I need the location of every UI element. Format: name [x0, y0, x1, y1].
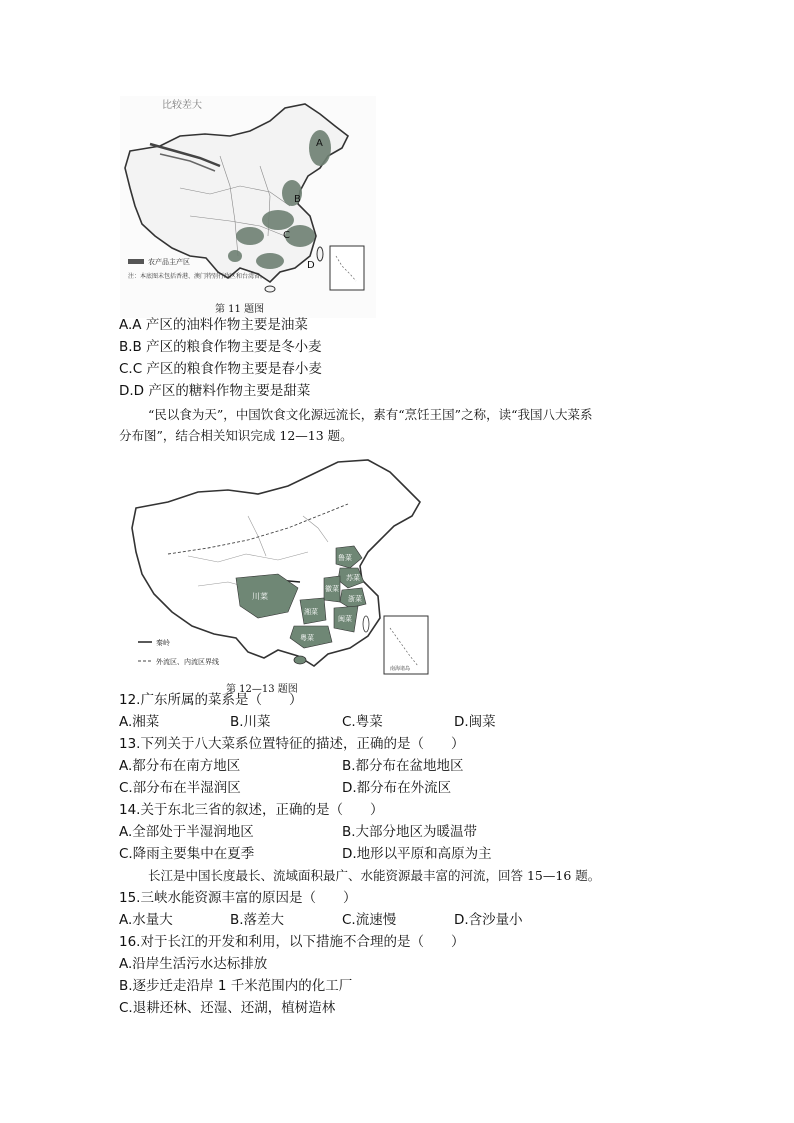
- q12-13-map-caption: 第 12—13 题图: [226, 684, 298, 695]
- map2-legend-boundary: 外流区、内流区界线: [156, 658, 219, 666]
- q12-option-b: B.川菜: [230, 714, 271, 730]
- q13-option-c: C.部分布在半湿润区: [119, 780, 241, 796]
- q16-option-a: A.沿岸生活污水达标排放: [119, 956, 268, 972]
- map2-inset-label: 南海诸岛: [390, 666, 411, 672]
- q14-option-a: A.全部处于半湿润地区: [119, 824, 254, 840]
- q11-option-a: A.A 产区的油料作物主要是油菜: [119, 317, 308, 333]
- q12-option-d: D.闽菜: [454, 714, 496, 730]
- q13-option-d: D.都分布在外流区: [342, 780, 452, 796]
- q14-option-b: B.大部分地区为暖温带: [342, 824, 478, 840]
- cuisine-label-lu: 鲁菜: [338, 554, 352, 562]
- q15-option-d: D.含沙量小: [454, 912, 523, 928]
- q15-option-a: A.水量大: [119, 912, 173, 928]
- q13-stem: 13.下列关于八大菜系位置特征的描述，正确的是（ ）: [119, 736, 465, 752]
- q16-option-c: C.退耕还林、还湿、还湖，植树造林: [119, 1000, 336, 1016]
- q11-option-c: C.C 产区的粮食作物主要是春小麦: [119, 361, 322, 377]
- map1-note: 注：本底图未包括香港、澳门特别行政区和台湾省。: [128, 273, 267, 280]
- map1-legend-item: 农产品主产区: [148, 258, 190, 266]
- cuisine-label-zhe: 浙菜: [348, 595, 362, 603]
- cuisine-label-chuan: 川菜: [252, 592, 268, 601]
- q13-option-a: A.都分布在南方地区: [119, 758, 241, 774]
- map1-label-d: D: [307, 260, 315, 271]
- cuisine-label-xiang: 湘菜: [304, 608, 318, 616]
- intro-12-13-line-1: “民以食为天”，中国饮食文化源远流长，素有“烹饪王国”之称，读“我国八大菜系: [148, 407, 593, 422]
- q11-map-figure: [120, 96, 376, 318]
- map1-label-a: A: [316, 138, 323, 149]
- cuisine-label-su: 苏菜: [346, 574, 360, 582]
- q12-13-map-figure: [128, 456, 434, 695]
- q14-stem: 14.关于东北三省的叙述，正确的是（ ）: [119, 802, 384, 818]
- q12-stem: 12.广东所属的菜系是（ ）: [119, 692, 303, 708]
- cuisine-label-hui: 徽菜: [325, 585, 339, 593]
- q12-option-c: C.粤菜: [342, 714, 383, 730]
- intro-15-16: 长江是中国长度最长、流域面积最广、水能资源最丰富的河流，回答 15—16 题。: [148, 868, 601, 883]
- cuisine-label-yue: 粤菜: [300, 634, 314, 642]
- q16-option-b: B.逐步迁走沿岸 1 千米范围内的化工厂: [119, 978, 353, 994]
- cuisine-label-min: 闽菜: [338, 615, 352, 623]
- q12-option-a: A.湘菜: [119, 714, 160, 730]
- q15-stem: 15.三峡水能资源丰富的原因是（ ）: [119, 890, 357, 906]
- q15-option-c: C.流速慢: [342, 912, 397, 928]
- q16-stem: 16.对于长江的开发和利用，以下措施不合理的是（ ）: [119, 934, 465, 950]
- q11-option-d: D.D 产区的糖料作物主要是甜菜: [119, 383, 311, 399]
- map2-legend-qinling: 秦岭: [156, 639, 170, 647]
- q11-option-b: B.B 产区的粮食作物主要是冬小麦: [119, 339, 322, 355]
- q15-option-b: B.落差大: [230, 912, 285, 928]
- q13-option-b: B.都分布在盆地地区: [342, 758, 464, 774]
- map1-label-c: C: [283, 230, 290, 241]
- q11-map-caption: 第 11 题图: [215, 304, 265, 315]
- intro-12-13-line-2: 分布图”，结合相关知识完成 12—13 题。: [119, 428, 353, 443]
- q11-map-title-fragment: 比较差大: [162, 100, 202, 111]
- map1-label-b: B: [294, 194, 301, 205]
- q14-option-d: D.地形以平原和高原为主: [342, 846, 492, 862]
- q14-option-c: C.降雨主要集中在夏季: [119, 846, 255, 862]
